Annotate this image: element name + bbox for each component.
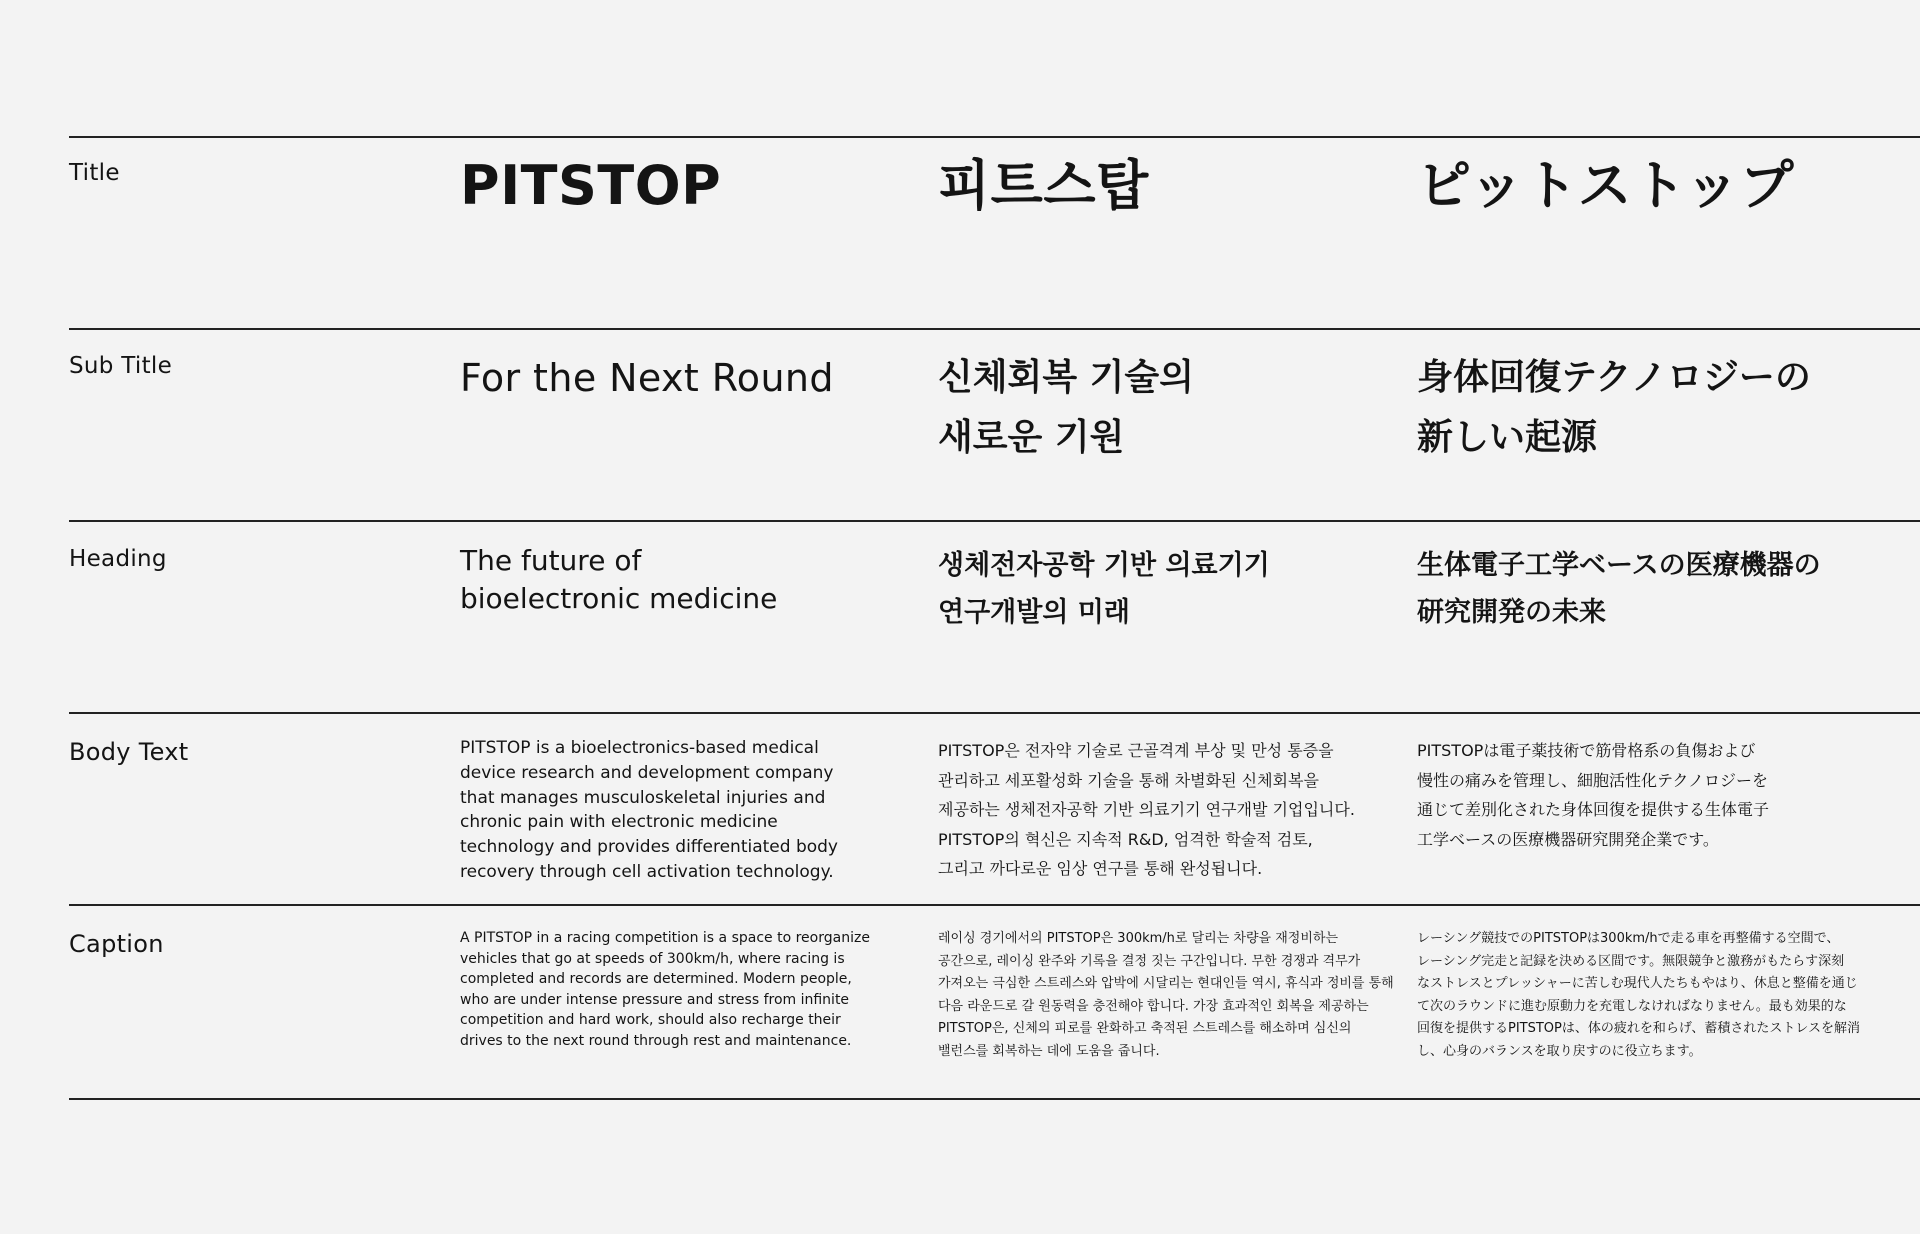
body-text-english: PITSTOP is a bioelectronics-based medical device research and development company that manages musculoskeletal injuries and chronic pain with electronic medicine technology and provides differentiated body recovery through cell activation technology. [460,738,838,882]
caption-english: A PITSTOP in a racing competition is a space to reorganize vehicles that go at speeds of 300km/h, where racing is completed and records are determined. Modern people, who are under intense pressure and stress from infinite competition and hard work, should also recharge their drives to the next round through rest and maintenance. [460,930,870,1049]
row-heading [69,520,1920,712]
row-label-caption: Caption [69,930,164,958]
row-label-body-text: Body Text [69,738,189,766]
caption-japanese: レーシング競技でのPITSTOPは300km/hで走る車を再整備する空間で、 レーシング完走と記録を決める区間です。無限競争と激務がもたらす深刻 なストレスとプレッシャーに苦しむ現代人たちもやはり、休息と整備を通じ て次のラウンドに進む原動力を充電しなければなりません。最も効果的な 回復を提供するPITSTOPは、体の疲れを和らげ、蓄積されたストレスを解消 し、心身のバランスを取り戻すのに役立ちます。 [1417,931,1860,1059]
row-title [69,136,1920,328]
title-english: PITSTOP [460,154,722,217]
row-label-heading: Heading [69,546,167,572]
heading-korean: 생체전자공학 기반 의료기기 연구개발의 미래 [938,550,1270,628]
title-japanese: ピットストップ [1417,154,1795,217]
row-caption [69,904,1920,1100]
heading-english: The future of bioelectronic medicine [460,544,778,615]
subtitle-korean: 신체회복 기술의 새로운 기원 [938,357,1194,458]
subtitle-japanese: 身体回復テクノロジーの 新しい起源 [1417,357,1811,458]
body-text-korean: PITSTOP은 전자약 기술로 근골격계 부상 및 만성 통증을 관리하고 세포활성화 기술을 통해 차별화된 신체회복을 제공하는 생체전자공학 기반 의료기기 연구개발 기업입니다. PITSTOP의 혁신은 지속적 R&D, 엄격한 학술적 검토, 그리고 까다로운 임상 연구를 통해 완성됩니다. [938,741,1355,878]
title-korean: 피트스탑 [938,154,1149,217]
body-text-japanese: PITSTOPは電子薬技術で筋骨格系の負傷および 慢性の痛みを管理し、細胞活性化テクノロジーを 通じて差別化された身体回復を提供する生体電子 工学ベースの医療機器研究開発企業です。 [1417,741,1770,849]
row-label-subtitle: Sub Title [69,353,173,379]
row-body-text [69,712,1920,904]
caption-korean: 레이싱 경기에서의 PITSTOP은 300km/h로 달리는 차량을 재정비하는 공간으로, 레이싱 완주와 기록을 결정 짓는 구간입니다. 무한 경쟁과 격무가 가져오는 극심한 스트레스와 압박에 시달리는 현대인들 역시, 휴식과 정비를 통해 다음 라운드로 갈 원동력을 충전해야 합니다. 가장 효과적인 회복을 제공하는 PITSTOP은, 신체의 피로를 완화하고 축적된 스트레스를 해소하며 심신의 밸런스를 회복하는 데에 도움을 줍니다. [938,931,1394,1059]
row-label-title: Title [69,160,120,186]
row-subtitle [69,328,1920,520]
heading-japanese: 生体電子工学ベースの医療機器の 研究開発の未来 [1417,550,1821,628]
subtitle-english: For the Next Round [460,356,834,400]
